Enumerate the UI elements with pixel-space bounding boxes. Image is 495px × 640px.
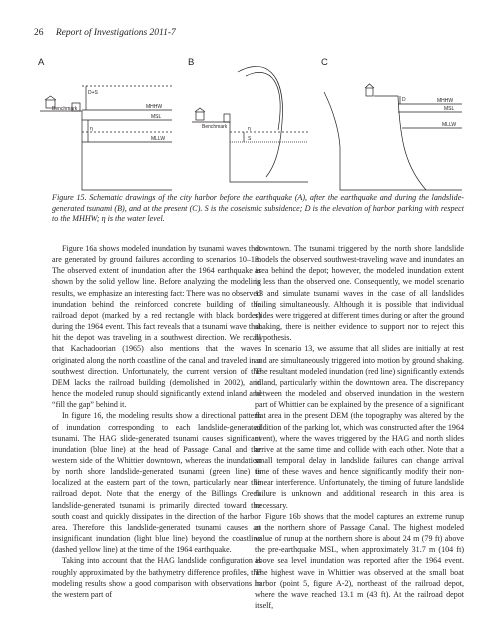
label-benchmark-b: Benchmark [202,124,228,130]
report-title: Report of Investigations 2011-7 [55,28,176,38]
label-msl-a: MSL [151,114,162,120]
figure-15 [34,52,464,192]
paragraph: Figure 16b shows that the model captures an extreme runup at the northern shore of Passage Canal. The highest modeled value of runup at the northern shore is about 24 m (79 ft) above the pre-earthquake MSL, when approximately 31.7 m (104 ft) above sea level inundation was reported after the 1964 event. The highest wave in Whittier was observed at the small boat harbor (point 5, figure A-2), northeast of the railroad depot, where the wave reached 13.1 m (43 ft). At the railroad depot itself, [255,511,464,610]
label-eta-b: η [248,126,251,132]
paragraph: Taking into account that the HAG landslide configuration is roughly approximated by the bathymetry difference profiles, the modeling results show a good comparison with observations in the western part of [52,556,261,599]
label-msl-c: MSL [444,106,455,112]
panel-a-ground [40,111,172,190]
label-mhhw-c: MHHW [437,98,454,104]
paragraph: In scenario 13, we assume that all slides are initially at rest and are simultaneously triggered into motion by ground shaking. The resultant modeled inundation (red line) significantly extends inland, particularly within the downtown area. The discrepancy between the modeled and observed inundation in the western part of Whittier can be explained by the presence of a significant flat area in the present DEM (the topography was altered by the addition of the parking lot, which was constructed after the 1964 event), where the waves triggered by the HAG and north slides arrive at the same time and collide with each other. Note that a small temporal delay in landslide failures can change arrival time of these waves and hence significantly modify their non-linear interference. Unfortunately, the timing of future landslide failure is unknown and additional research in this area is necessary. [255,344,464,510]
left-column [52,243,261,600]
paragraph: In figure 16, the modeling results show a directional pattern of inundation corresponding to each landslide-generated tsunami. The HAG slide-generated tsunami causes significant inundation (blue line) at the head of Passage Canal and the western side of the Whittier downtown, whereas the inundation by north shore landslide-generated tsunami (green line) is localized at the eastern part of the town, particularly near the railroad depot. Note that the energy of the Billings Creek landslide-generated tsunami is primarily directed toward the south coast and quickly dissipates in the direction of the harbor area. Therefore this landslide-generated tsunami causes an insignificant inundation (light blue line) beyond the coastline (dashed yellow line) at the time of the 1964 earthquake. [52,411,261,555]
label-d-c: D [402,97,406,103]
label-d-plus-s: D+S [88,90,98,96]
right-column [255,243,464,611]
figure-caption: Figure 15. Schematic drawings of the city harbor before the earthquake (A), after the earthquake and during the landslide-generated tsunami (B), and at the present (C). S is the coseismic subsidence; D is the elevation of harbor parking with respect to the MHHW; η is the water level. [52,193,464,223]
running-header [34,28,176,38]
label-mllw-c: MLLW [442,122,457,128]
schematic-drawing [34,52,464,192]
label-eta-a: η [90,126,93,132]
panel-label-b: B [188,57,195,68]
panel-label-c: C [321,57,328,68]
paragraph: downtown. The tsunami triggered by the north shore landslide models the observed southwest-traveling wave and inundates an area behind the depot; however, the modeled inundation extent is less than the observed one. Consequently, we model scenario 13 and simulate tsunami waves in the case of all landslides failing simultaneously. Although it is possible that individual slides were triggered at different times during or after the ground shaking, there is neither evidence to support nor to reject this hypothesis. [255,244,464,343]
paragraph: Figure 16a shows modeled inundation by tsunami waves that are generated by ground failures according to scenarios 10–13. The observed extent of inundation after the 1964 earthquake is shown by the solid yellow line. Before analyzing the modeling results, we emphasize an interesting fact: There was no observed inundation behind the reinforced concrete building of the railroad depot (marked by a red rectangle with black border) during the 1964 event. This fact reveals that a tsunami wave that hit the depot was traveling in a southwest direction. We recall that Kachadoorian (1965) also mentions that the waves originated along the north coastline of the canal and traveled in a southwest direction. Unfortunately, the current version of the DEM lacks the railroad building (demolished in 2002), and hence the modeled runup should significantly extend inland and “fill the gap” behind it. [52,244,261,410]
panel-c-ground [324,92,462,190]
page-number: 26 [34,28,44,38]
label-mhhw-a: MHHW [146,104,163,110]
label-s-b: S [248,136,252,142]
panel-label-a: A [38,57,45,68]
label-benchmark-a: Benchmark [52,106,78,112]
panel-c-shore [374,96,426,190]
label-mllw-a: MLLW [151,136,166,142]
